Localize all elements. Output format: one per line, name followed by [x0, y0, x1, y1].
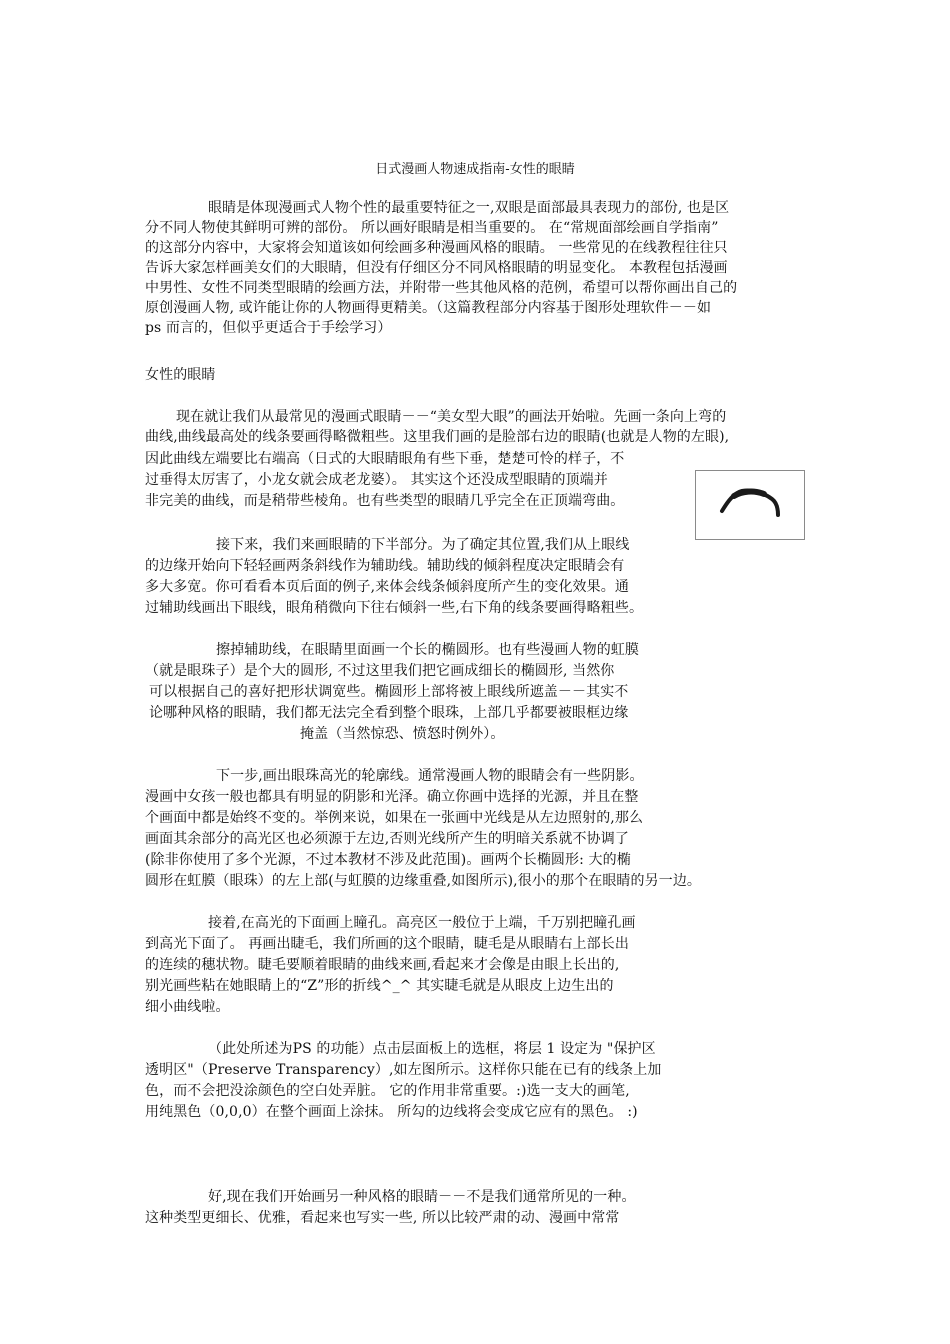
intro-line: 告诉大家怎样画美女们的大眼睛，但没有仔细区分不同风格眼睛的明显变化。 本教程包括漫画: [145, 260, 728, 276]
p4-line: 圆形在虹膜（眼珠）的左上部(与虹膜的边缘重叠,如图所示),很小的那个在眼睛的另一边。: [145, 873, 702, 889]
p5-line: 的连续的穗状物。睫毛要顺着眼睛的曲线来画,看起来才会像是由眼上长出的,: [145, 957, 620, 973]
p5-line: 别光画些粘在她眼睛上的“Z”形的折线^_^ 其实睫毛就是从眼皮上边生出的: [145, 978, 614, 994]
p7-line: 好,现在我们开始画另一种风格的眼睛－－不是我们通常所见的一种。: [208, 1189, 636, 1205]
p2-line: 过辅助线画出下眼线，眼角稍微向下往右倾斜一些,右下角的线条要画得略粗些。: [145, 600, 644, 616]
eye-curve-figure: [695, 470, 805, 540]
p6-line: 用纯黑色（0,0,0）在整个画面上涂抹。 所勾的边线将会变成它应有的黑色。 :): [145, 1104, 638, 1120]
p6-line: 色，而不会把没涂颜色的空白处弄脏。 它的作用非常重要。:)选一支大的画笔,: [145, 1083, 630, 1099]
intro-line: 分不同人物使其鲜明可辨的部份。 所以画好眼睛是相当重要的。 在“常规面部绘画自学指南”: [145, 220, 719, 236]
p5-line: 到高光下面了。 再画出睫毛，我们所画的这个眼睛，睫毛是从眼睛右上部长出: [145, 936, 629, 952]
p6-line: （此处所述为PS 的功能）点击层面板上的选框，将层 1 设定为 "保护区: [208, 1041, 656, 1057]
p4-line: (除非你使用了多个光源，不过本教材不涉及此范围)。画两个长椭圆形: 大的椭: [145, 852, 631, 868]
intro-line: ps 而言的，但似乎更适合于手绘学习）: [145, 320, 392, 336]
section-heading: 女性的眼睛: [145, 367, 216, 383]
p4-line: 画面其余部分的高光区也必须源于左边,否则光线所产生的明暗关系就不协调了: [145, 831, 629, 847]
p7-line: 这种类型更细长、优雅，看起来也写实一些, 所以比较严肃的动、漫画中常常: [145, 1210, 620, 1226]
p3-line: （就是眼珠子）是个大的圆形, 不过这里我们把它画成细长的椭圆形, 当然你: [145, 663, 615, 679]
document-title: 日式漫画人物速成指南-女性的眼睛: [375, 162, 575, 177]
p2-line: 的边缘开始向下轻轻画两条斜线作为辅助线。辅助线的倾斜程度决定眼睛会有: [145, 558, 625, 574]
intro-line: 眼睛是体现漫画式人物个性的最重要特征之一,双眼是面部最具表现力的部份, 也是区: [208, 200, 730, 216]
p3-line: 可以根据自己的喜好把形状调宽些。椭圆形上部将被上眼线所遮盖－－其实不: [149, 684, 629, 700]
p2-line: 多大多宽。你可看看本页后面的例子,来体会线条倾斜度所产生的变化效果。通: [145, 579, 629, 595]
p4-line: 下一步,画出眼珠高光的轮廓线。通常漫画人物的眼睛会有一些阴影。: [216, 768, 644, 784]
p3-line: 擦掉辅助线，在眼睛里面画一个长的椭圆形。也有些漫画人物的虹膜: [216, 642, 639, 658]
p4-line: 个画面中都是始终不变的。举例来说，如果在一张画中光线是从左边照射的,那么: [145, 810, 644, 826]
intro-line: 原创漫画人物, 或许能让你的人物画得更精美。（这篇教程部分内容基于图形处理软件－－如: [145, 300, 712, 316]
p1-line: 非完美的曲线，而是稍带些棱角。也有些类型的眼睛几乎完全在正顶端弯曲。: [145, 493, 625, 509]
p4-line: 漫画中女孩一般也都具有明显的阴影和光泽。确立你画中选择的光源，并且在整: [145, 789, 639, 805]
p1-line: 过垂得太厉害了，小龙女就会成老龙婆）。 其实这个还没成型眼睛的顶端并: [145, 472, 608, 488]
p3-line: 掩盖（当然惊恐、愤怒时例外）。: [300, 726, 505, 742]
p5-line: 细小曲线啦。: [145, 999, 230, 1015]
p3-line: 论哪种风格的眼睛，我们都无法完全看到整个眼珠，上部几乎都要被眼框边缘: [149, 705, 629, 721]
eye-curve-drawing: [696, 471, 804, 539]
p5-line: 接着,在高光的下面画上瞳孔。高亮区一般位于上端，千万别把瞳孔画: [208, 915, 636, 931]
p1-line: 因此曲线左端要比右端高（日式的大眼睛眼角有些下垂，楚楚可怜的样子，不: [145, 451, 625, 467]
p2-line: 接下来，我们来画眼睛的下半部分。为了确定其位置,我们从上眼线: [216, 537, 630, 553]
intro-line: 中男性、女性不同类型眼睛的绘画方法，并附带一些其他风格的范例，希望可以帮你画出自己的: [145, 280, 738, 296]
intro-line: 的这部分内容中，大家将会知道该如何绘画多种漫画风格的眼睛。 一些常见的在线教程往往只: [145, 240, 728, 256]
p1-line: 现在就让我们从最常见的漫画式眼睛－－“美女型大眼”的画法开始啦。先画一条向上弯的: [176, 409, 727, 425]
p1-line: 曲线,曲线最高处的线条要画得略微粗些。这里我们画的是脸部右边的眼睛(也就是人物的左眼),: [145, 429, 730, 445]
p6-line: 透明区"（Preserve Transparency）,如左图所示。这样你只能在已有的线条上加: [145, 1062, 662, 1078]
